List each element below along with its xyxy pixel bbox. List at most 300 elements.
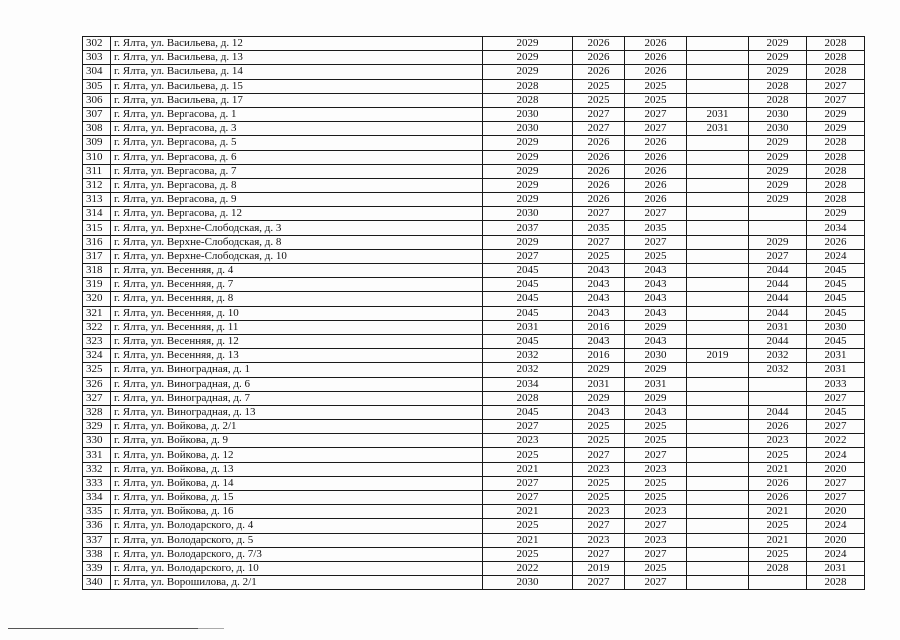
- year-cell-4: [687, 51, 749, 65]
- table-row: [83, 51, 865, 65]
- table-row: [83, 249, 865, 263]
- year-cell-6: 2029: [807, 207, 865, 221]
- year-cell-5: 2032: [749, 349, 807, 363]
- row-number: 308: [83, 122, 111, 136]
- year-cell-5: 2044: [749, 306, 807, 320]
- table-row: [83, 405, 865, 419]
- year-cell-1: 2030: [483, 122, 573, 136]
- year-cell-6: 2045: [807, 405, 865, 419]
- table-row: [83, 434, 865, 448]
- year-cell-4: [687, 136, 749, 150]
- address-cell: г. Ялта, ул. Войкова, д. 12: [111, 448, 483, 462]
- year-cell-3: 2027: [625, 448, 687, 462]
- year-cell-1: 2027: [483, 249, 573, 263]
- year-cell-1: 2030: [483, 207, 573, 221]
- year-cell-2: 2027: [573, 122, 625, 136]
- table-row: [83, 178, 865, 192]
- address-cell: г. Ялта, ул. Войкова, д. 9: [111, 434, 483, 448]
- year-cell-2: 2043: [573, 306, 625, 320]
- row-number: 326: [83, 377, 111, 391]
- table-row: [83, 476, 865, 490]
- year-cell-3: 2026: [625, 51, 687, 65]
- year-cell-6: 2045: [807, 278, 865, 292]
- year-cell-6: 2024: [807, 519, 865, 533]
- table-row: [83, 505, 865, 519]
- row-number: 306: [83, 93, 111, 107]
- year-cell-5: 2030: [749, 107, 807, 121]
- year-cell-5: 2025: [749, 519, 807, 533]
- year-cell-1: 2037: [483, 221, 573, 235]
- year-cell-5: 2021: [749, 462, 807, 476]
- row-number: 319: [83, 278, 111, 292]
- year-cell-2: 2026: [573, 136, 625, 150]
- year-cell-2: 2043: [573, 292, 625, 306]
- year-cell-3: 2030: [625, 349, 687, 363]
- year-cell-1: 2028: [483, 93, 573, 107]
- address-cell: г. Ялта, ул. Васильева, д. 17: [111, 93, 483, 107]
- row-number: 314: [83, 207, 111, 221]
- row-number: 317: [83, 249, 111, 263]
- year-cell-6: 2027: [807, 491, 865, 505]
- row-number: 336: [83, 519, 111, 533]
- year-cell-5: 2044: [749, 292, 807, 306]
- row-number: 333: [83, 476, 111, 490]
- table-row: [83, 491, 865, 505]
- year-cell-4: [687, 65, 749, 79]
- year-cell-1: 2030: [483, 107, 573, 121]
- year-cell-4: [687, 164, 749, 178]
- table-row: [83, 207, 865, 221]
- row-number: 310: [83, 150, 111, 164]
- year-cell-2: 2025: [573, 434, 625, 448]
- year-cell-3: 2031: [625, 377, 687, 391]
- year-cell-3: 2023: [625, 462, 687, 476]
- address-cell: г. Ялта, ул. Весенняя, д. 12: [111, 334, 483, 348]
- year-cell-2: 2026: [573, 37, 625, 51]
- year-cell-1: 2025: [483, 519, 573, 533]
- address-cell: г. Ялта, ул. Верхне-Слободская, д. 8: [111, 235, 483, 249]
- year-cell-4: [687, 462, 749, 476]
- year-cell-5: 2026: [749, 420, 807, 434]
- year-cell-2: 2027: [573, 519, 625, 533]
- year-cell-6: 2045: [807, 306, 865, 320]
- year-cell-2: 2026: [573, 51, 625, 65]
- year-cell-2: 2043: [573, 405, 625, 419]
- row-number: 324: [83, 349, 111, 363]
- address-cell: г. Ялта, ул. Вергасова, д. 5: [111, 136, 483, 150]
- address-cell: г. Ялта, ул. Володарского, д. 4: [111, 519, 483, 533]
- year-cell-1: 2029: [483, 178, 573, 192]
- year-cell-5: 2044: [749, 264, 807, 278]
- year-cell-1: 2045: [483, 334, 573, 348]
- year-cell-1: 2027: [483, 420, 573, 434]
- year-cell-4: [687, 405, 749, 419]
- row-number: 313: [83, 193, 111, 207]
- year-cell-3: 2023: [625, 533, 687, 547]
- year-cell-1: 2029: [483, 51, 573, 65]
- year-cell-1: 2029: [483, 235, 573, 249]
- row-number: 335: [83, 505, 111, 519]
- year-cell-5: 2028: [749, 93, 807, 107]
- table-row: [83, 150, 865, 164]
- year-cell-2: 2029: [573, 391, 625, 405]
- year-cell-3: 2029: [625, 363, 687, 377]
- table-row: [83, 420, 865, 434]
- year-cell-2: 2043: [573, 334, 625, 348]
- year-cell-3: 2043: [625, 278, 687, 292]
- year-cell-4: [687, 306, 749, 320]
- address-cell: г. Ялта, ул. Васильева, д. 14: [111, 65, 483, 79]
- year-cell-6: 2020: [807, 462, 865, 476]
- address-cell: г. Ялта, ул. Вергасова, д. 3: [111, 122, 483, 136]
- address-cell: г. Ялта, ул. Вергасова, д. 1: [111, 107, 483, 121]
- year-cell-6: 2028: [807, 164, 865, 178]
- year-cell-4: [687, 519, 749, 533]
- year-cell-6: 2029: [807, 107, 865, 121]
- table-body: [83, 37, 865, 590]
- year-cell-1: 2029: [483, 150, 573, 164]
- table-row: [83, 37, 865, 51]
- year-cell-3: 2023: [625, 505, 687, 519]
- year-cell-2: 2026: [573, 164, 625, 178]
- year-cell-3: 2025: [625, 491, 687, 505]
- year-cell-5: 2027: [749, 249, 807, 263]
- year-cell-1: 2045: [483, 405, 573, 419]
- row-number: 318: [83, 264, 111, 278]
- table-row: [83, 164, 865, 178]
- year-cell-6: 2033: [807, 377, 865, 391]
- address-cell: г. Ялта, ул. Володарского, д. 7/3: [111, 547, 483, 561]
- year-cell-4: [687, 505, 749, 519]
- year-cell-6: 2027: [807, 79, 865, 93]
- year-cell-2: 2026: [573, 193, 625, 207]
- year-cell-3: 2043: [625, 405, 687, 419]
- year-cell-4: [687, 448, 749, 462]
- year-cell-6: 2020: [807, 533, 865, 547]
- address-cell: г. Ялта, ул. Верхне-Слободская, д. 10: [111, 249, 483, 263]
- year-cell-3: 2026: [625, 136, 687, 150]
- year-cell-1: 2034: [483, 377, 573, 391]
- year-cell-1: 2023: [483, 434, 573, 448]
- year-cell-3: 2026: [625, 65, 687, 79]
- year-cell-1: 2021: [483, 533, 573, 547]
- year-cell-4: [687, 533, 749, 547]
- year-cell-4: [687, 79, 749, 93]
- address-cell: г. Ялта, ул. Весенняя, д. 7: [111, 278, 483, 292]
- row-number: 332: [83, 462, 111, 476]
- year-cell-2: 2027: [573, 547, 625, 561]
- year-cell-3: 2025: [625, 420, 687, 434]
- year-cell-3: 2025: [625, 476, 687, 490]
- year-cell-6: 2020: [807, 505, 865, 519]
- year-cell-3: 2043: [625, 292, 687, 306]
- row-number: 311: [83, 164, 111, 178]
- year-cell-6: 2022: [807, 434, 865, 448]
- year-cell-4: [687, 334, 749, 348]
- year-cell-4: [687, 235, 749, 249]
- year-cell-5: 2028: [749, 561, 807, 575]
- year-cell-6: 2031: [807, 561, 865, 575]
- footer-rule: [8, 628, 198, 629]
- year-cell-4: [687, 221, 749, 235]
- address-cell: г. Ялта, ул. Виноградная, д. 1: [111, 363, 483, 377]
- year-cell-1: 2045: [483, 278, 573, 292]
- year-cell-3: 2043: [625, 264, 687, 278]
- year-cell-5: 2025: [749, 547, 807, 561]
- address-cell: г. Ялта, ул. Васильева, д. 12: [111, 37, 483, 51]
- year-cell-5: 2044: [749, 278, 807, 292]
- row-number: 304: [83, 65, 111, 79]
- row-number: 322: [83, 320, 111, 334]
- year-cell-4: 2031: [687, 122, 749, 136]
- year-cell-1: 2029: [483, 65, 573, 79]
- table-row: [83, 235, 865, 249]
- year-cell-2: 2027: [573, 235, 625, 249]
- year-cell-1: 2028: [483, 391, 573, 405]
- year-cell-5: 2029: [749, 235, 807, 249]
- address-cell: г. Ялта, ул. Весенняя, д. 11: [111, 320, 483, 334]
- year-cell-4: [687, 249, 749, 263]
- year-cell-2: 2025: [573, 491, 625, 505]
- year-cell-4: 2019: [687, 349, 749, 363]
- row-number: 302: [83, 37, 111, 51]
- year-cell-3: 2029: [625, 391, 687, 405]
- year-cell-5: 2031: [749, 320, 807, 334]
- year-cell-4: [687, 292, 749, 306]
- row-number: 316: [83, 235, 111, 249]
- year-cell-2: 2027: [573, 576, 625, 590]
- year-cell-1: 2025: [483, 448, 573, 462]
- year-cell-2: 2023: [573, 533, 625, 547]
- year-cell-3: 2043: [625, 306, 687, 320]
- year-cell-5: [749, 207, 807, 221]
- year-cell-6: 2028: [807, 51, 865, 65]
- row-number: 325: [83, 363, 111, 377]
- table-row: [83, 193, 865, 207]
- table-row: [83, 122, 865, 136]
- address-cell: г. Ялта, ул. Вергасова, д. 9: [111, 193, 483, 207]
- year-cell-4: [687, 561, 749, 575]
- year-cell-5: 2029: [749, 178, 807, 192]
- year-cell-4: [687, 37, 749, 51]
- year-cell-2: 2026: [573, 150, 625, 164]
- year-cell-2: 2026: [573, 178, 625, 192]
- table-row: [83, 377, 865, 391]
- address-cell: г. Ялта, ул. Весенняя, д. 10: [111, 306, 483, 320]
- year-cell-4: [687, 363, 749, 377]
- year-cell-1: 2022: [483, 561, 573, 575]
- year-cell-5: 2026: [749, 476, 807, 490]
- row-number: 327: [83, 391, 111, 405]
- address-cell: г. Ялта, ул. Войкова, д. 14: [111, 476, 483, 490]
- year-cell-6: 2028: [807, 136, 865, 150]
- year-cell-5: 2021: [749, 533, 807, 547]
- table-row: [83, 448, 865, 462]
- year-cell-6: 2027: [807, 476, 865, 490]
- row-number: 312: [83, 178, 111, 192]
- table-row: [83, 264, 865, 278]
- year-cell-2: 2019: [573, 561, 625, 575]
- table-row: [83, 292, 865, 306]
- year-cell-3: 2027: [625, 547, 687, 561]
- year-cell-5: 2029: [749, 150, 807, 164]
- year-cell-1: 2028: [483, 79, 573, 93]
- year-cell-6: 2028: [807, 65, 865, 79]
- year-cell-3: 2027: [625, 207, 687, 221]
- year-cell-4: [687, 377, 749, 391]
- year-cell-2: 2043: [573, 264, 625, 278]
- year-cell-5: 2029: [749, 164, 807, 178]
- address-cell: г. Ялта, ул. Володарского, д. 5: [111, 533, 483, 547]
- footer-rule-faint: [198, 628, 224, 629]
- table-row: [83, 107, 865, 121]
- year-cell-4: [687, 491, 749, 505]
- address-cell: г. Ялта, ул. Весенняя, д. 13: [111, 349, 483, 363]
- year-cell-3: 2025: [625, 561, 687, 575]
- row-number: 305: [83, 79, 111, 93]
- table-row: [83, 136, 865, 150]
- table-row: [83, 519, 865, 533]
- year-cell-1: 2027: [483, 476, 573, 490]
- year-cell-2: 2027: [573, 207, 625, 221]
- year-cell-5: [749, 377, 807, 391]
- year-cell-5: [749, 221, 807, 235]
- table-row: [83, 533, 865, 547]
- year-cell-6: 2031: [807, 349, 865, 363]
- year-cell-5: 2030: [749, 122, 807, 136]
- year-cell-1: 2031: [483, 320, 573, 334]
- year-cell-4: [687, 178, 749, 192]
- year-cell-2: 2023: [573, 505, 625, 519]
- year-cell-4: [687, 278, 749, 292]
- row-number: 337: [83, 533, 111, 547]
- year-cell-2: 2025: [573, 79, 625, 93]
- row-number: 307: [83, 107, 111, 121]
- table-row: [83, 93, 865, 107]
- row-number: 320: [83, 292, 111, 306]
- address-cell: г. Ялта, ул. Войкова, д. 16: [111, 505, 483, 519]
- year-cell-2: 2026: [573, 65, 625, 79]
- table-row: [83, 547, 865, 561]
- year-cell-1: 2032: [483, 363, 573, 377]
- row-number: 323: [83, 334, 111, 348]
- year-cell-3: 2027: [625, 235, 687, 249]
- year-cell-6: 2024: [807, 448, 865, 462]
- year-cell-5: 2029: [749, 193, 807, 207]
- address-cell: г. Ялта, ул. Вергасова, д. 12: [111, 207, 483, 221]
- year-cell-6: 2029: [807, 122, 865, 136]
- year-cell-4: [687, 576, 749, 590]
- year-cell-6: 2031: [807, 363, 865, 377]
- year-cell-2: 2025: [573, 476, 625, 490]
- year-cell-4: [687, 93, 749, 107]
- table-row: [83, 349, 865, 363]
- year-cell-4: [687, 150, 749, 164]
- year-cell-6: 2034: [807, 221, 865, 235]
- year-cell-3: 2027: [625, 576, 687, 590]
- year-cell-2: 2029: [573, 363, 625, 377]
- year-cell-4: 2031: [687, 107, 749, 121]
- address-cell: г. Ялта, ул. Васильева, д. 15: [111, 79, 483, 93]
- year-cell-6: 2027: [807, 420, 865, 434]
- year-cell-5: 2025: [749, 448, 807, 462]
- year-cell-4: [687, 434, 749, 448]
- year-cell-6: 2045: [807, 292, 865, 306]
- address-cell: г. Ялта, ул. Вергасова, д. 8: [111, 178, 483, 192]
- address-cell: г. Ялта, ул. Володарского, д. 10: [111, 561, 483, 575]
- address-cell: г. Ялта, ул. Верхне-Слободская, д. 3: [111, 221, 483, 235]
- year-cell-5: 2026: [749, 491, 807, 505]
- year-cell-6: 2028: [807, 178, 865, 192]
- row-number: 315: [83, 221, 111, 235]
- year-cell-3: 2025: [625, 93, 687, 107]
- year-cell-3: 2026: [625, 150, 687, 164]
- table-row: [83, 561, 865, 575]
- year-cell-2: 2016: [573, 320, 625, 334]
- year-cell-6: 2045: [807, 264, 865, 278]
- row-number: 328: [83, 405, 111, 419]
- address-cell: г. Ялта, ул. Виноградная, д. 13: [111, 405, 483, 419]
- year-cell-5: [749, 391, 807, 405]
- year-cell-5: 2032: [749, 363, 807, 377]
- year-cell-4: [687, 320, 749, 334]
- year-cell-6: 2028: [807, 150, 865, 164]
- year-cell-2: 2016: [573, 349, 625, 363]
- year-cell-4: [687, 420, 749, 434]
- year-cell-1: 2045: [483, 264, 573, 278]
- year-cell-3: 2026: [625, 178, 687, 192]
- year-cell-2: 2023: [573, 462, 625, 476]
- table-row: [83, 79, 865, 93]
- row-number: 330: [83, 434, 111, 448]
- year-cell-6: 2030: [807, 320, 865, 334]
- year-cell-6: 2028: [807, 576, 865, 590]
- year-cell-2: 2025: [573, 249, 625, 263]
- year-cell-2: 2035: [573, 221, 625, 235]
- address-cell: г. Ялта, ул. Вергасова, д. 7: [111, 164, 483, 178]
- year-cell-1: 2032: [483, 349, 573, 363]
- row-number: 338: [83, 547, 111, 561]
- table-row: [83, 391, 865, 405]
- year-cell-3: 2025: [625, 434, 687, 448]
- year-cell-6: 2027: [807, 93, 865, 107]
- year-cell-6: 2026: [807, 235, 865, 249]
- year-cell-3: 2043: [625, 334, 687, 348]
- year-cell-1: 2029: [483, 136, 573, 150]
- year-cell-4: [687, 193, 749, 207]
- housing-schedule-table: [82, 36, 865, 590]
- year-cell-6: 2024: [807, 249, 865, 263]
- year-cell-5: 2028: [749, 79, 807, 93]
- year-cell-3: 2025: [625, 249, 687, 263]
- address-cell: г. Ялта, ул. Весенняя, д. 8: [111, 292, 483, 306]
- year-cell-1: 2021: [483, 462, 573, 476]
- year-cell-1: 2021: [483, 505, 573, 519]
- row-number: 339: [83, 561, 111, 575]
- address-cell: г. Ялта, ул. Войкова, д. 2/1: [111, 420, 483, 434]
- year-cell-3: 2035: [625, 221, 687, 235]
- year-cell-4: [687, 547, 749, 561]
- address-cell: г. Ялта, ул. Весенняя, д. 4: [111, 264, 483, 278]
- year-cell-3: 2027: [625, 122, 687, 136]
- year-cell-3: 2029: [625, 320, 687, 334]
- year-cell-2: 2043: [573, 278, 625, 292]
- year-cell-6: 2027: [807, 391, 865, 405]
- table-row: [83, 462, 865, 476]
- year-cell-5: [749, 576, 807, 590]
- address-cell: г. Ялта, ул. Виноградная, д. 7: [111, 391, 483, 405]
- row-number: 334: [83, 491, 111, 505]
